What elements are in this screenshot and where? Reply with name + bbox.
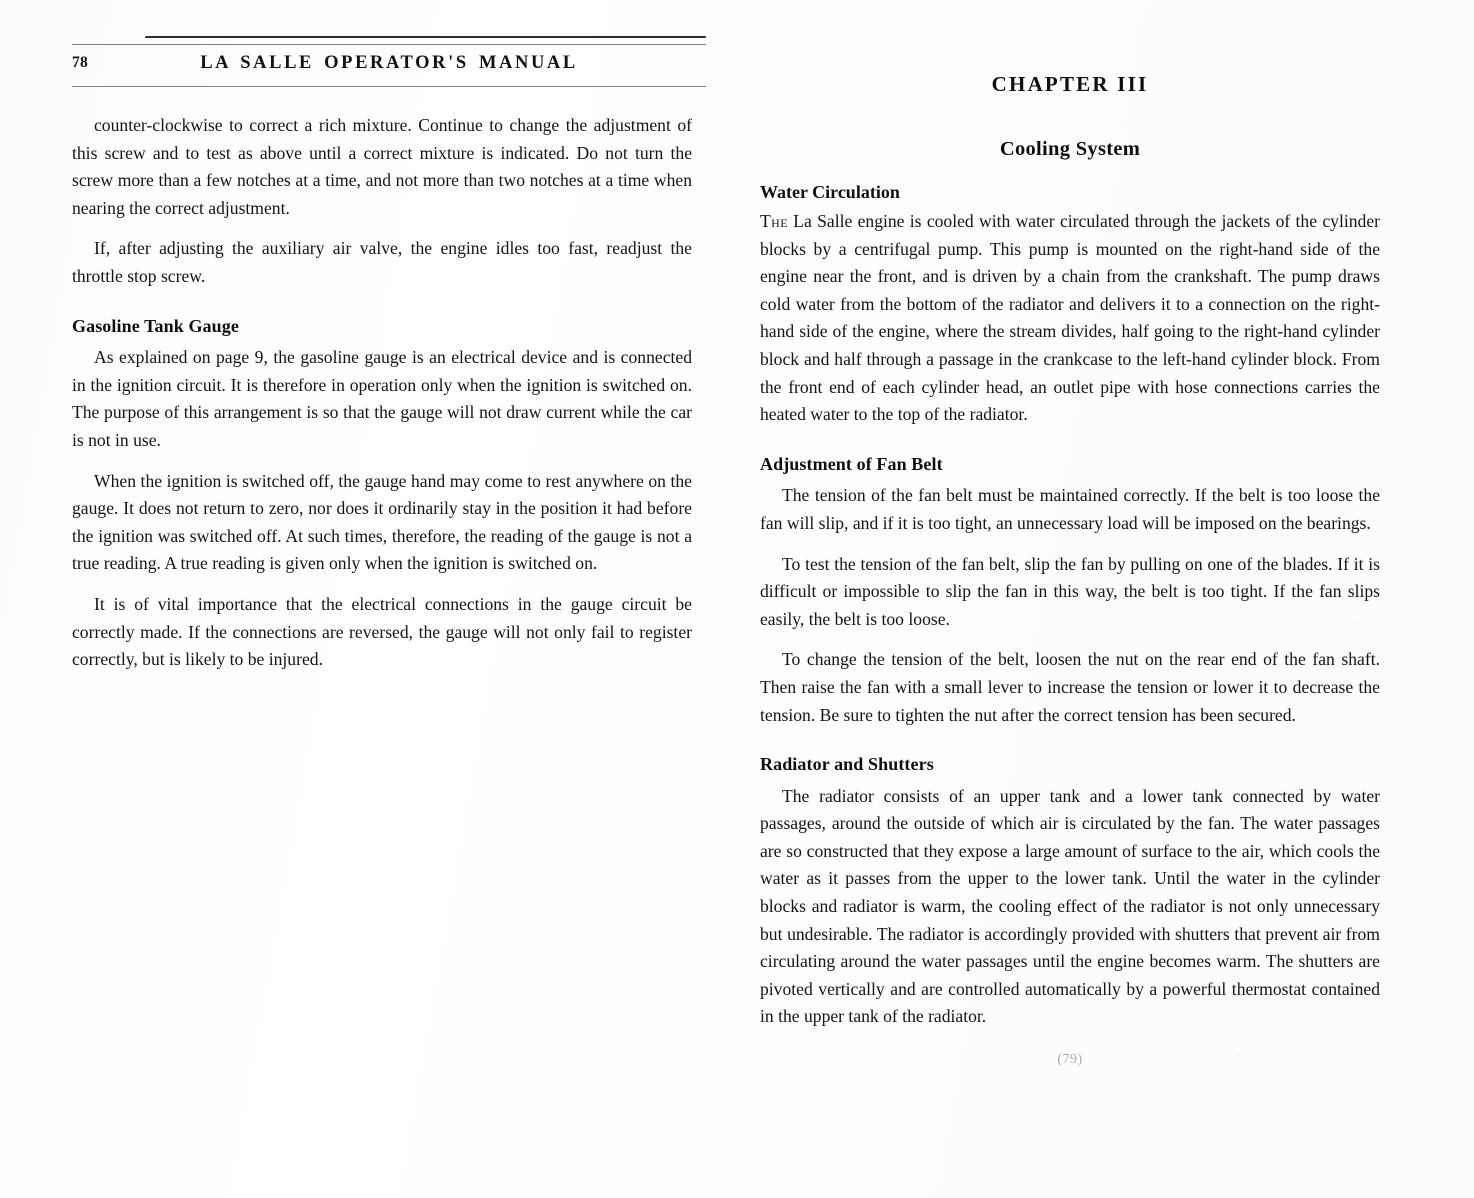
header-rule-thin-bottom (72, 86, 706, 87)
page-number-verso: 78 (72, 54, 88, 71)
paragraph-text: La Salle engine is cooled with water circulated through the jackets of the cylinder blocks by a centrifugal pump. This pump is mounted on the right-hand side of the engine near the front, and is driven by a chain from the crankshaft. The pump draws cold water from the bottom of the radiator and delivers it to a connection on the right-hand side of the engine, where the stream divides, half going to the right-hand cylinder block and half through a passage in the crankcase to the left-hand cylinder block. From the front end of each cylinder head, an outlet pipe with hose connections carries the heated water to the top of the radiator. (760, 211, 1380, 425)
paragraph: counter-clockwise to correct a rich mixture. Continue to change the adjustment of this screw and to test as above until a correct mixture is indicated. Do not turn the screw more than a few notches at a time, and not more than two notches at a time when nearing the correct adjustment. (72, 115, 692, 218)
paragraph: The tension of the fan belt must be maintained correctly. If the belt is too loose the fan will slip, and if it is too tight, an unnecessary load will be imposed on the bearings. (760, 485, 1380, 533)
page-number-recto: (79) (1057, 1052, 1083, 1067)
paragraph: To test the tension of the fan belt, slip the fan by pulling on one of the blades. If it is difficult or impossible to slip the fan in this way, the belt is too tight. If the fan slips easily, the belt is too loose. (760, 553, 1380, 629)
verso-text-column (72, 112, 692, 687)
section-heading-water-circulation: Water Circulation (760, 182, 900, 202)
recto-text-column (760, 208, 1380, 1044)
small-caps-lead-word: The (760, 211, 788, 231)
running-head (72, 36, 706, 92)
chapter-label: CHAPTER III (991, 72, 1149, 96)
header-rule-thick (145, 36, 706, 38)
paragraph: It is of vital importance that the electrical connections in the gauge circuit be correctly made. If the connections are reversed, the gauge will not only fail to register correctly, but is likely to be injured. (72, 593, 692, 670)
paragraph: If, after adjusting the auxiliary air valve, the engine idles too fast, readjust the throttle stop screw. (72, 238, 692, 286)
section-heading-gasoline-tank-gauge: Gasoline Tank Gauge (72, 315, 239, 336)
paragraph: As explained on page 9, the gasoline gauge is an electrical device and is connected in the ignition circuit. It is therefore in operation only when the ignition is switched on. The purpose of this arrangement is so that the gauge will not draw current while the car is not in use. (72, 347, 692, 450)
header-rule-thin-top (72, 44, 706, 45)
section-heading-adjustment-of-fan-belt: Adjustment of Fan Belt (760, 453, 943, 474)
running-head-title: LA SALLE OPERATOR'S MANUAL (200, 53, 578, 73)
section-heading-radiator-and-shutters: Radiator and Shutters (760, 754, 934, 775)
paragraph (760, 208, 1380, 429)
paragraph: To change the tension of the belt, loosen the nut on the rear end of the fan shaft. Then raise the fan with a small lever to increase the tension or lower it to decrease the tension. Be sure to tighten the nut after the correct tension has been secured. (760, 649, 1380, 725)
paragraph: The radiator consists of an upper tank and a lower tank connected by water passages, around the outside of which air is circulated by the fan. The water passages are so constructed that they expose a large amount of surface to the air, which cools the water as it passes from the upper to the lower tank. Until the water in the cylinder blocks and radiator is warm, the cooling effect of the radiator is not only unnecessary but undesirable. The radiator is accordingly provided with shutters that prevent air from circulating around the water passages until the engine becomes warm. The shutters are pivoted vertically and are controlled automatically by a powerful thermostat contained in the upper tank of the radiator. (760, 785, 1380, 1027)
chapter-subtitle: Cooling System (999, 138, 1141, 160)
paragraph: When the ignition is switched off, the gauge hand may come to rest anywhere on the gauge. It does not return to zero, nor does it ordinarily stay in the position it had before the ignition was switched off. At such times, therefore, the reading of the gauge is not a true reading. A true reading is given only when the ignition is switched on. (72, 470, 692, 574)
